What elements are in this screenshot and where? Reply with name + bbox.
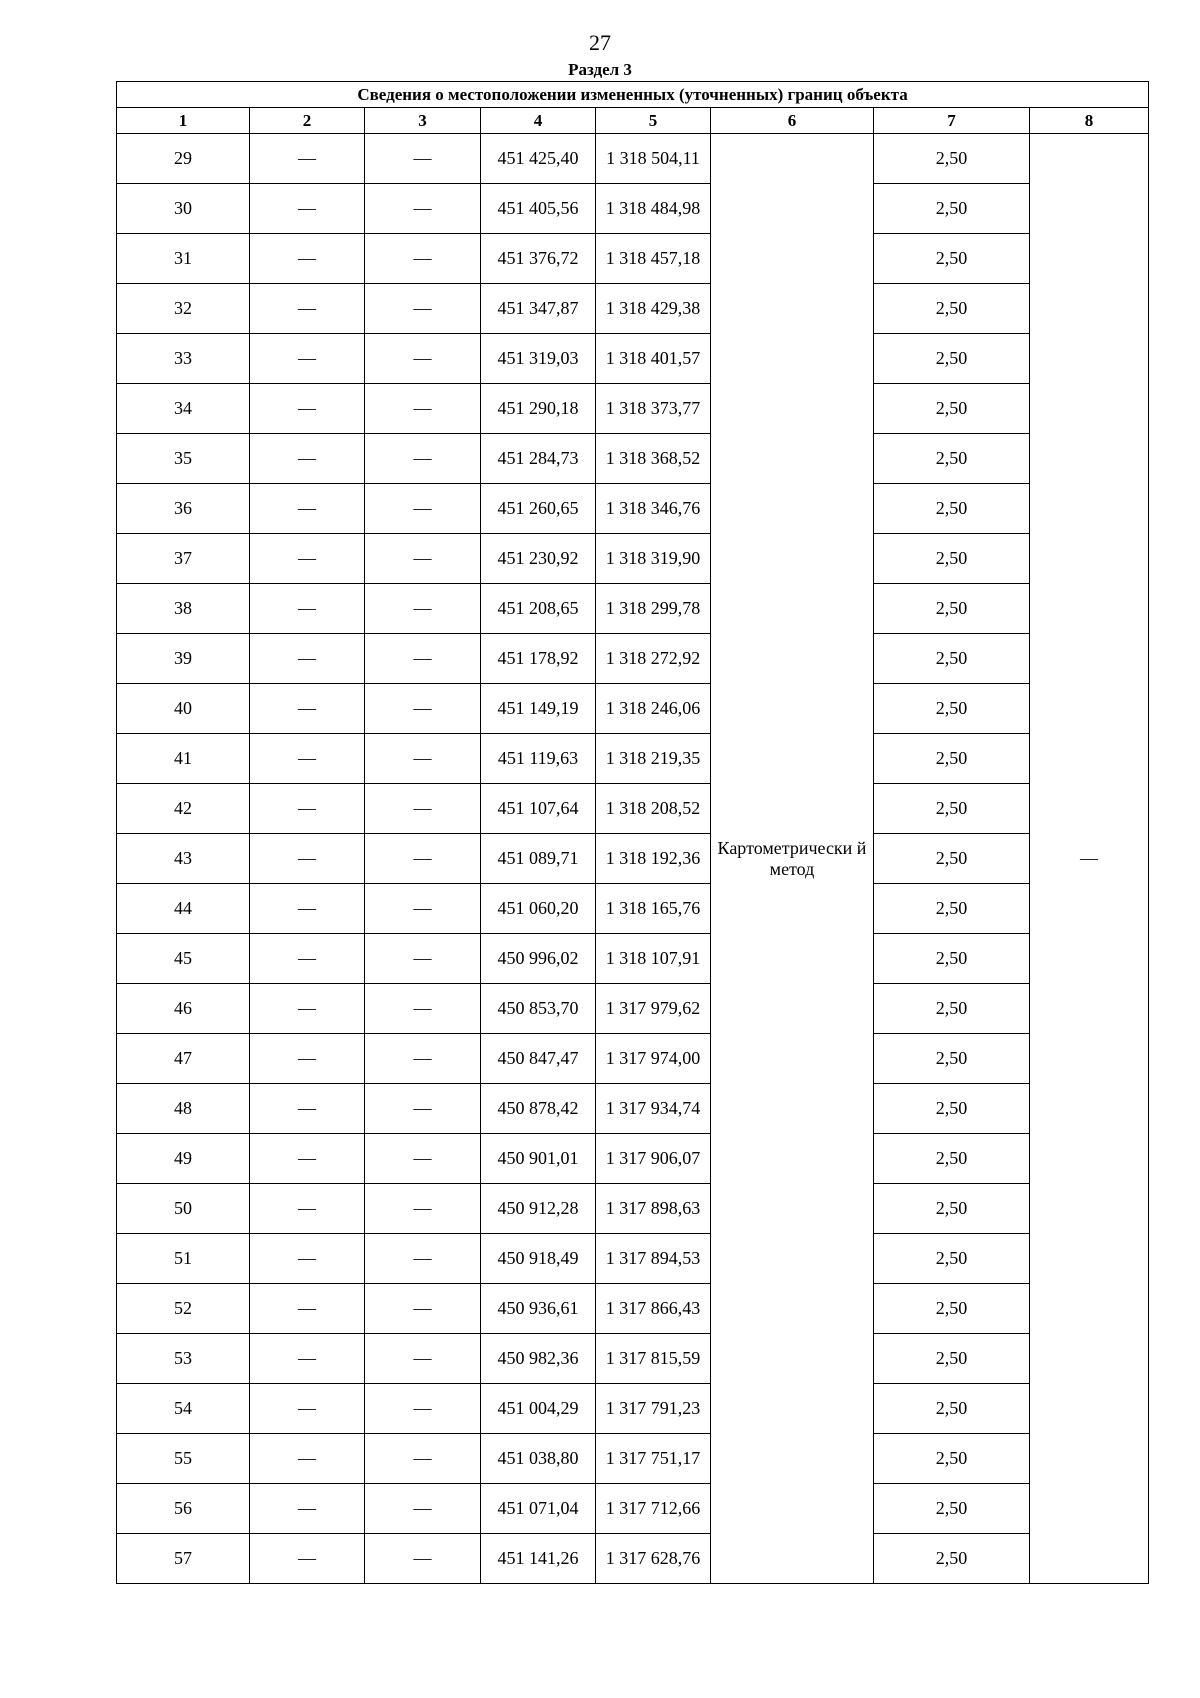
x-coordinate-cell: 451 208,65: [481, 584, 596, 634]
column-number: 6: [711, 108, 874, 134]
point-number-cell: 49: [117, 1134, 250, 1184]
table-row: [117, 1184, 1149, 1234]
x-coordinate-cell: 450 901,01: [481, 1134, 596, 1184]
col2-dash-cell: —: [250, 834, 365, 884]
col2-dash-cell: —: [250, 184, 365, 234]
point-number-cell: 35: [117, 434, 250, 484]
table-row: [117, 634, 1149, 684]
accuracy-cell: 2,50: [874, 284, 1030, 334]
col2-dash-cell: —: [250, 234, 365, 284]
table-row: [117, 284, 1149, 334]
point-number-cell: 52: [117, 1284, 250, 1334]
col3-dash-cell: —: [365, 884, 481, 934]
point-number-cell: 50: [117, 1184, 250, 1234]
table-row: [117, 1534, 1149, 1584]
accuracy-cell: 2,50: [874, 784, 1030, 834]
point-number-cell: 36: [117, 484, 250, 534]
x-coordinate-cell: 450 853,70: [481, 984, 596, 1034]
point-number-cell: 51: [117, 1234, 250, 1284]
accuracy-cell: 2,50: [874, 1284, 1030, 1334]
accuracy-cell: 2,50: [874, 1384, 1030, 1434]
col2-dash-cell: —: [250, 1134, 365, 1184]
accuracy-cell: 2,50: [874, 1534, 1030, 1584]
accuracy-cell: 2,50: [874, 534, 1030, 584]
y-coordinate-cell: 1 317 628,76: [596, 1534, 711, 1584]
point-number-cell: 31: [117, 234, 250, 284]
y-coordinate-cell: 1 317 791,23: [596, 1384, 711, 1434]
table-row: [117, 1484, 1149, 1534]
accuracy-cell: 2,50: [874, 1334, 1030, 1384]
accuracy-cell: 2,50: [874, 384, 1030, 434]
accuracy-cell: 2,50: [874, 1184, 1030, 1234]
table-body: [117, 134, 1149, 1584]
x-coordinate-cell: 450 982,36: [481, 1334, 596, 1384]
table-row: [117, 984, 1149, 1034]
col3-dash-cell: —: [365, 384, 481, 434]
y-coordinate-cell: 1 318 165,76: [596, 884, 711, 934]
point-number-cell: 41: [117, 734, 250, 784]
y-coordinate-cell: 1 317 751,17: [596, 1434, 711, 1484]
col3-dash-cell: —: [365, 934, 481, 984]
col8-cell: —: [1030, 134, 1149, 1584]
y-coordinate-cell: 1 317 979,62: [596, 984, 711, 1034]
x-coordinate-cell: 451 319,03: [481, 334, 596, 384]
method-cell: Картометрически й метод: [711, 134, 874, 1584]
x-coordinate-cell: 451 230,92: [481, 534, 596, 584]
col2-dash-cell: —: [250, 1484, 365, 1534]
col2-dash-cell: —: [250, 1384, 365, 1434]
point-number-cell: 54: [117, 1384, 250, 1434]
accuracy-cell: 2,50: [874, 434, 1030, 484]
col2-dash-cell: —: [250, 284, 365, 334]
point-number-cell: 39: [117, 634, 250, 684]
col2-dash-cell: —: [250, 734, 365, 784]
accuracy-cell: 2,50: [874, 684, 1030, 734]
accuracy-cell: 2,50: [874, 134, 1030, 184]
point-number-cell: 48: [117, 1084, 250, 1134]
table-row: [117, 234, 1149, 284]
x-coordinate-cell: 451 260,65: [481, 484, 596, 534]
col3-dash-cell: —: [365, 1034, 481, 1084]
y-coordinate-cell: 1 318 504,11: [596, 134, 711, 184]
accuracy-cell: 2,50: [874, 884, 1030, 934]
accuracy-cell: 2,50: [874, 1134, 1030, 1184]
col3-dash-cell: —: [365, 334, 481, 384]
table-row: [117, 484, 1149, 534]
col3-dash-cell: —: [365, 234, 481, 284]
table-row: [117, 1384, 1149, 1434]
table-row: [117, 1434, 1149, 1484]
col3-dash-cell: —: [365, 734, 481, 784]
col2-dash-cell: —: [250, 934, 365, 984]
page-number: 27: [589, 30, 611, 55]
col2-dash-cell: —: [250, 384, 365, 434]
col2-dash-cell: —: [250, 634, 365, 684]
x-coordinate-cell: 450 847,47: [481, 1034, 596, 1084]
accuracy-cell: 2,50: [874, 584, 1030, 634]
table-row: [117, 834, 1149, 884]
point-number-cell: 46: [117, 984, 250, 1034]
table-row: [117, 684, 1149, 734]
section-title: Раздел 3: [568, 60, 632, 79]
col2-dash-cell: —: [250, 1434, 365, 1484]
x-coordinate-cell: 451 107,64: [481, 784, 596, 834]
y-coordinate-cell: 1 318 484,98: [596, 184, 711, 234]
x-coordinate-cell: 451 004,29: [481, 1384, 596, 1434]
table-row: [117, 934, 1149, 984]
table-row: [117, 1084, 1149, 1134]
col3-dash-cell: —: [365, 284, 481, 334]
point-number-cell: 44: [117, 884, 250, 934]
table-row: [117, 1334, 1149, 1384]
table-caption: Сведения о местоположении измененных (уточненных) границ объекта: [117, 82, 1149, 108]
y-coordinate-cell: 1 317 898,63: [596, 1184, 711, 1234]
y-coordinate-cell: 1 317 906,07: [596, 1134, 711, 1184]
col3-dash-cell: —: [365, 1434, 481, 1484]
point-number-cell: 43: [117, 834, 250, 884]
y-coordinate-cell: 1 317 815,59: [596, 1334, 711, 1384]
col2-dash-cell: —: [250, 1334, 365, 1384]
col3-dash-cell: —: [365, 684, 481, 734]
point-number-cell: 40: [117, 684, 250, 734]
table-row: [117, 1134, 1149, 1184]
x-coordinate-cell: 451 149,19: [481, 684, 596, 734]
accuracy-cell: 2,50: [874, 184, 1030, 234]
y-coordinate-cell: 1 318 368,52: [596, 434, 711, 484]
col2-dash-cell: —: [250, 534, 365, 584]
column-number: 2: [250, 108, 365, 134]
col2-dash-cell: —: [250, 1034, 365, 1084]
col3-dash-cell: —: [365, 534, 481, 584]
point-number-cell: 53: [117, 1334, 250, 1384]
y-coordinate-cell: 1 317 866,43: [596, 1284, 711, 1334]
col3-dash-cell: —: [365, 984, 481, 1034]
y-coordinate-cell: 1 317 712,66: [596, 1484, 711, 1534]
x-coordinate-cell: 451 425,40: [481, 134, 596, 184]
accuracy-cell: 2,50: [874, 1034, 1030, 1084]
table-row: [117, 884, 1149, 934]
point-number-cell: 47: [117, 1034, 250, 1084]
accuracy-cell: 2,50: [874, 984, 1030, 1034]
accuracy-cell: 2,50: [874, 834, 1030, 884]
column-number: 8: [1030, 108, 1149, 134]
x-coordinate-cell: 451 376,72: [481, 234, 596, 284]
x-coordinate-cell: 451 284,73: [481, 434, 596, 484]
accuracy-cell: 2,50: [874, 634, 1030, 684]
col2-dash-cell: —: [250, 884, 365, 934]
table-row: [117, 334, 1149, 384]
y-coordinate-cell: 1 317 934,74: [596, 1084, 711, 1134]
x-coordinate-cell: 451 290,18: [481, 384, 596, 434]
col2-dash-cell: —: [250, 1084, 365, 1134]
table-row: [117, 134, 1149, 184]
x-coordinate-cell: 450 918,49: [481, 1234, 596, 1284]
y-coordinate-cell: 1 318 319,90: [596, 534, 711, 584]
y-coordinate-cell: 1 318 208,52: [596, 784, 711, 834]
accuracy-cell: 2,50: [874, 734, 1030, 784]
y-coordinate-cell: 1 317 894,53: [596, 1234, 711, 1284]
point-number-cell: 57: [117, 1534, 250, 1584]
col2-dash-cell: —: [250, 684, 365, 734]
col2-dash-cell: —: [250, 334, 365, 384]
column-number: 3: [365, 108, 481, 134]
col3-dash-cell: —: [365, 834, 481, 884]
y-coordinate-cell: 1 318 401,57: [596, 334, 711, 384]
table-row: [117, 534, 1149, 584]
col3-dash-cell: —: [365, 1384, 481, 1434]
col2-dash-cell: —: [250, 1184, 365, 1234]
point-number-cell: 42: [117, 784, 250, 834]
y-coordinate-cell: 1 318 107,91: [596, 934, 711, 984]
col3-dash-cell: —: [365, 1234, 481, 1284]
col2-dash-cell: —: [250, 584, 365, 634]
column-number-row: [117, 108, 1149, 134]
table-row: [117, 1034, 1149, 1084]
table-row: [117, 184, 1149, 234]
col2-dash-cell: —: [250, 784, 365, 834]
point-number-cell: 30: [117, 184, 250, 234]
col3-dash-cell: —: [365, 634, 481, 684]
x-coordinate-cell: 451 141,26: [481, 1534, 596, 1584]
point-number-cell: 55: [117, 1434, 250, 1484]
col3-dash-cell: —: [365, 134, 481, 184]
col3-dash-cell: —: [365, 1284, 481, 1334]
y-coordinate-cell: 1 318 219,35: [596, 734, 711, 784]
y-coordinate-cell: 1 318 299,78: [596, 584, 711, 634]
column-number: 5: [596, 108, 711, 134]
column-number: 1: [117, 108, 250, 134]
y-coordinate-cell: 1 318 246,06: [596, 684, 711, 734]
table-row: [117, 384, 1149, 434]
col3-dash-cell: —: [365, 584, 481, 634]
col3-dash-cell: —: [365, 784, 481, 834]
x-coordinate-cell: 451 405,56: [481, 184, 596, 234]
y-coordinate-cell: 1 318 429,38: [596, 284, 711, 334]
boundary-coordinates-table: [116, 81, 1149, 1584]
col3-dash-cell: —: [365, 1184, 481, 1234]
point-number-cell: 34: [117, 384, 250, 434]
col2-dash-cell: —: [250, 434, 365, 484]
y-coordinate-cell: 1 318 457,18: [596, 234, 711, 284]
x-coordinate-cell: 451 347,87: [481, 284, 596, 334]
point-number-cell: 29: [117, 134, 250, 184]
point-number-cell: 32: [117, 284, 250, 334]
table-row: [117, 434, 1149, 484]
accuracy-cell: 2,50: [874, 1084, 1030, 1134]
x-coordinate-cell: 451 038,80: [481, 1434, 596, 1484]
table-row: [117, 734, 1149, 784]
y-coordinate-cell: 1 318 346,76: [596, 484, 711, 534]
point-number-cell: 37: [117, 534, 250, 584]
col2-dash-cell: —: [250, 134, 365, 184]
table-row: [117, 1284, 1149, 1334]
accuracy-cell: 2,50: [874, 1234, 1030, 1284]
x-coordinate-cell: 451 178,92: [481, 634, 596, 684]
col3-dash-cell: —: [365, 434, 481, 484]
accuracy-cell: 2,50: [874, 484, 1030, 534]
table-row: [117, 1234, 1149, 1284]
accuracy-cell: 2,50: [874, 234, 1030, 284]
y-coordinate-cell: 1 318 272,92: [596, 634, 711, 684]
accuracy-cell: 2,50: [874, 1484, 1030, 1534]
table-row: [117, 584, 1149, 634]
table-row: [117, 784, 1149, 834]
x-coordinate-cell: 451 060,20: [481, 884, 596, 934]
y-coordinate-cell: 1 318 373,77: [596, 384, 711, 434]
col3-dash-cell: —: [365, 1134, 481, 1184]
col2-dash-cell: —: [250, 484, 365, 534]
x-coordinate-cell: 450 912,28: [481, 1184, 596, 1234]
accuracy-cell: 2,50: [874, 334, 1030, 384]
point-number-cell: 33: [117, 334, 250, 384]
col3-dash-cell: —: [365, 484, 481, 534]
x-coordinate-cell: 451 119,63: [481, 734, 596, 784]
x-coordinate-cell: 451 089,71: [481, 834, 596, 884]
accuracy-cell: 2,50: [874, 934, 1030, 984]
x-coordinate-cell: 451 071,04: [481, 1484, 596, 1534]
col2-dash-cell: —: [250, 1234, 365, 1284]
column-number: 4: [481, 108, 596, 134]
x-coordinate-cell: 450 878,42: [481, 1084, 596, 1134]
column-number: 7: [874, 108, 1030, 134]
col3-dash-cell: —: [365, 1534, 481, 1584]
point-number-cell: 38: [117, 584, 250, 634]
y-coordinate-cell: 1 317 974,00: [596, 1034, 711, 1084]
col3-dash-cell: —: [365, 1334, 481, 1384]
col2-dash-cell: —: [250, 984, 365, 1034]
col3-dash-cell: —: [365, 184, 481, 234]
x-coordinate-cell: 450 996,02: [481, 934, 596, 984]
accuracy-cell: 2,50: [874, 1434, 1030, 1484]
col2-dash-cell: —: [250, 1534, 365, 1584]
col3-dash-cell: —: [365, 1484, 481, 1534]
point-number-cell: 45: [117, 934, 250, 984]
col3-dash-cell: —: [365, 1084, 481, 1134]
y-coordinate-cell: 1 318 192,36: [596, 834, 711, 884]
col2-dash-cell: —: [250, 1284, 365, 1334]
point-number-cell: 56: [117, 1484, 250, 1534]
x-coordinate-cell: 450 936,61: [481, 1284, 596, 1334]
